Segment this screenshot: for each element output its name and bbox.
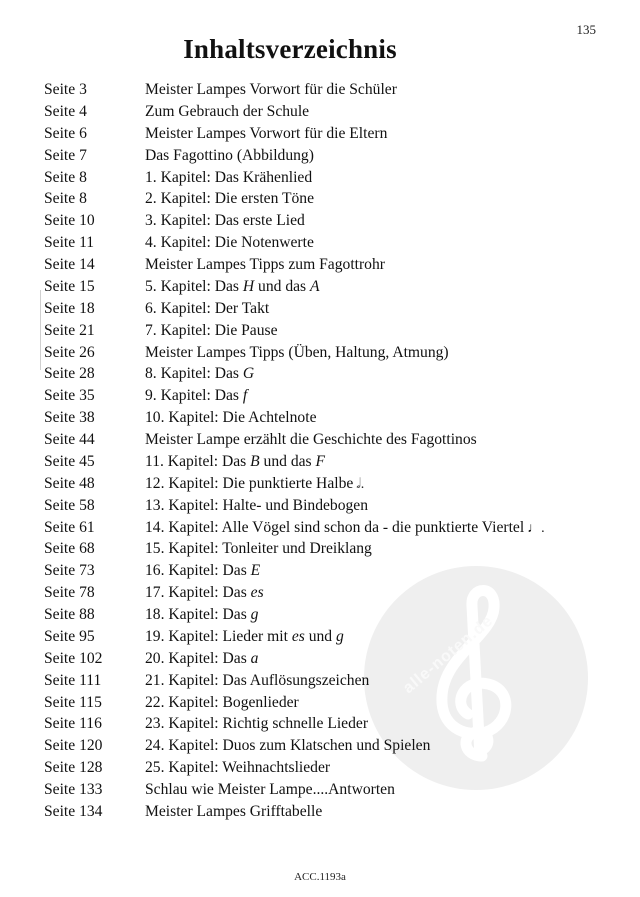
toc-page-ref: Seite 6 [44,124,87,142]
toc-page-ref: Seite 18 [44,299,95,317]
toc-page-ref: Seite 21 [44,321,95,339]
toc-title-text: 2. Kapitel: Die ersten Töne [145,190,315,208]
toc-title-text: 19. Kapitel: Lieder mit [145,627,292,645]
toc-title-text: 13. Kapitel: Halte- und Bindebogen [145,496,369,514]
toc-page-ref: Seite 4 [44,102,87,120]
toc-row [44,473,604,495]
toc-title-text: 11. Kapitel: Das [145,452,251,470]
toc-entry-title [145,79,604,101]
toc-title-text: Schlau wie Meister Lampe....Antworten [145,781,395,798]
toc-row [44,670,604,692]
toc-entry-title [145,692,604,714]
toc-title-text: 12. Kapitel: Die punktierte Halbe [145,474,354,492]
toc-row [44,167,604,189]
toc-page-ref: Seite 14 [44,256,95,273]
toc-title-italic: E [250,562,261,580]
toc-page-ref: Seite 3 [44,81,87,98]
toc-row [44,188,604,210]
toc-entry-title [145,385,604,407]
toc-entry-title [145,342,604,364]
toc-entry-title [145,801,604,823]
page-number: 135 [576,22,596,37]
toc-page-ref: Seite 128 [44,759,103,777]
toc-entry-title [145,123,604,145]
toc-row [44,779,604,801]
toc-row [44,429,604,451]
toc-row [44,101,604,123]
toc-entry-title [145,429,604,451]
toc-title-text: 15. Kapitel: Tonleiter und Dreiklang [145,540,372,558]
toc-title-italic: g [250,606,259,623]
toc-page-ref: Seite 68 [44,540,95,558]
toc-entry-title [145,101,604,123]
toc-entry-title [145,254,604,276]
toc-title-italic: B [250,452,260,470]
toc-page-ref: Seite 38 [44,409,95,427]
toc-row [44,757,604,779]
toc-title-text: Meister Lampe erzählt die Geschichte des Fagottinos [145,431,477,448]
toc-page-ref: Seite 8 [44,168,87,186]
toc-row [44,692,604,714]
toc-row [44,451,604,473]
toc-title-text: 22. Kapitel: Bogenlieder [145,693,299,711]
footer-code: ACC.1193a [294,871,346,883]
toc-page-ref: Seite 15 [44,277,95,295]
toc-entry-title [145,670,604,692]
toc-entry-title [145,626,604,648]
toc-entry-title [145,538,604,560]
toc-page-ref: Seite 73 [44,562,95,580]
scan-artifact [40,290,41,370]
toc-title-text: Meister Lampes Tipps zum Fagottrohr [145,256,385,273]
toc-title-text: 17. Kapitel: Das [145,584,251,602]
toc-row [44,648,604,670]
toc-title-italic: A [310,277,320,295]
toc-title-italic: f [242,387,248,405]
toc-entry-title [145,363,604,385]
toc-title-text: 14. Kapitel: Alle Vögel sind schon da - die punktierte Viertel [145,518,525,536]
note-symbol-icon: ♩. [527,520,545,536]
toc-title-text: 7. Kapitel: Die Pause [145,321,278,339]
toc-row [44,342,604,364]
toc-page-ref: Seite 10 [44,212,95,230]
toc-page-ref: Seite 111 [44,671,102,689]
toc-entry-title [145,232,604,254]
toc-title-text: 3. Kapitel: Das erste Lied [145,212,305,230]
toc-row [44,735,604,757]
toc-entry-title [145,517,604,539]
toc-entry-title [145,320,604,342]
toc-page-ref: Seite 120 [44,737,103,755]
toc-page-ref: Seite 115 [44,693,102,711]
toc-title-italic: H [242,277,255,295]
toc-entry-title [145,713,604,735]
toc-title-text: 25. Kapitel: Weihnachtslieder [145,759,331,777]
toc-entry-title [145,210,604,232]
toc-page-ref: Seite 44 [44,431,95,448]
toc-page-ref: Seite 26 [44,343,95,361]
toc-title-italic: a [250,649,259,667]
toc-row [44,145,604,167]
toc-title-text: 18. Kapitel: Das [145,606,251,623]
toc-title-text: und [304,627,336,645]
toc-title-text: Meister Lampes Tipps (Üben, Haltung, Atmung) [145,343,449,361]
toc-page-ref: Seite 88 [44,606,95,623]
toc-page-ref: Seite 7 [44,146,87,164]
toc-row [44,626,604,648]
watermark-text: alle-noten.de [400,612,497,698]
toc-title-text: Zum Gebrauch der Schule [145,102,310,120]
toc-entry-title [145,298,604,320]
toc-row [44,713,604,735]
toc-row [44,276,604,298]
toc-page-ref: Seite 28 [44,365,95,383]
toc-entry-title [145,560,604,582]
toc-title-italic: g [336,627,344,645]
toc-entry-title [145,188,604,210]
toc-title-text: und das [254,277,311,295]
page-title: Inhaltsverzeichnis [183,34,397,64]
toc-entry-title [145,757,604,779]
toc-page-ref: Seite 11 [44,234,95,252]
toc-title-text: 9. Kapitel: Das [145,387,243,405]
note-symbol-icon: 𝅗𝅥. [356,476,365,492]
toc-title-text: 23. Kapitel: Richtig schnelle Lieder [145,715,369,733]
toc-row [44,298,604,320]
toc-row [44,582,604,604]
toc-title-text: 4. Kapitel: Die Notenwerte [145,234,314,252]
toc-page-ref: Seite 35 [44,387,95,405]
toc-row [44,210,604,232]
toc-entry-title [145,779,604,801]
toc-row [44,232,604,254]
toc-page-ref: Seite 133 [44,781,103,798]
toc-page-ref: Seite 8 [44,190,87,208]
toc-row [44,385,604,407]
toc-title-text: Meister Lampes Vorwort für die Schüler [145,81,397,98]
toc-title-italic: F [315,452,326,470]
toc-row [44,538,604,560]
toc-page-ref: Seite 48 [44,474,95,492]
toc-entry-title [145,495,604,517]
table-of-contents [44,79,604,823]
toc-row [44,254,604,276]
toc-title-text: 16. Kapitel: Das [145,562,251,580]
toc-title-text: 8. Kapitel: Das [145,365,243,383]
toc-entry-title [145,276,604,298]
toc-page-ref: Seite 102 [44,649,103,667]
toc-page-ref: Seite 116 [44,715,102,733]
toc-row [44,604,604,626]
toc-entry-title [145,604,604,626]
toc-entry-title [145,473,604,495]
toc-page-ref: Seite 95 [44,627,95,645]
toc-page-ref: Seite 45 [44,452,95,470]
toc-entry-title [145,145,604,167]
toc-page-ref: Seite 58 [44,496,95,514]
toc-title-italic: es [250,584,264,602]
toc-page-ref: Seite 78 [44,584,95,602]
toc-entry-title [145,735,604,757]
toc-entry-title [145,451,604,473]
toc-row [44,79,604,101]
toc-row [44,495,604,517]
toc-title-text: 21. Kapitel: Das Auflösungszeichen [145,671,370,689]
toc-page-ref: Seite 61 [44,518,95,536]
toc-title-text: Das Fagottino (Abbildung) [145,146,314,164]
toc-title-text: 1. Kapitel: Das Krähenlied [145,168,313,186]
toc-row [44,363,604,385]
toc-title-text: Meister Lampes Grifftabelle [145,802,323,820]
toc-title-text: Meister Lampes Vorwort für die Eltern [145,124,388,142]
toc-row [44,320,604,342]
toc-entry-title [145,167,604,189]
toc-title-italic: es [291,627,305,645]
toc-row [44,560,604,582]
toc-title-text: 20. Kapitel: Das [145,649,251,667]
toc-row [44,801,604,823]
toc-title-italic: G [242,365,255,383]
toc-title-text: 6. Kapitel: Der Takt [145,299,270,317]
toc-entry-title [145,648,604,670]
toc-entry-title [145,582,604,604]
toc-title-text: 10. Kapitel: Die Achtelnote [145,409,317,427]
toc-row [44,123,604,145]
toc-row [44,407,604,429]
toc-entry-title [145,407,604,429]
toc-title-text: 5. Kapitel: Das [145,277,243,295]
toc-page-ref: Seite 134 [44,802,103,820]
toc-title-text: und das [259,452,316,470]
toc-title-text: 24. Kapitel: Duos zum Klatschen und Spielen [145,737,431,755]
toc-row [44,517,604,539]
